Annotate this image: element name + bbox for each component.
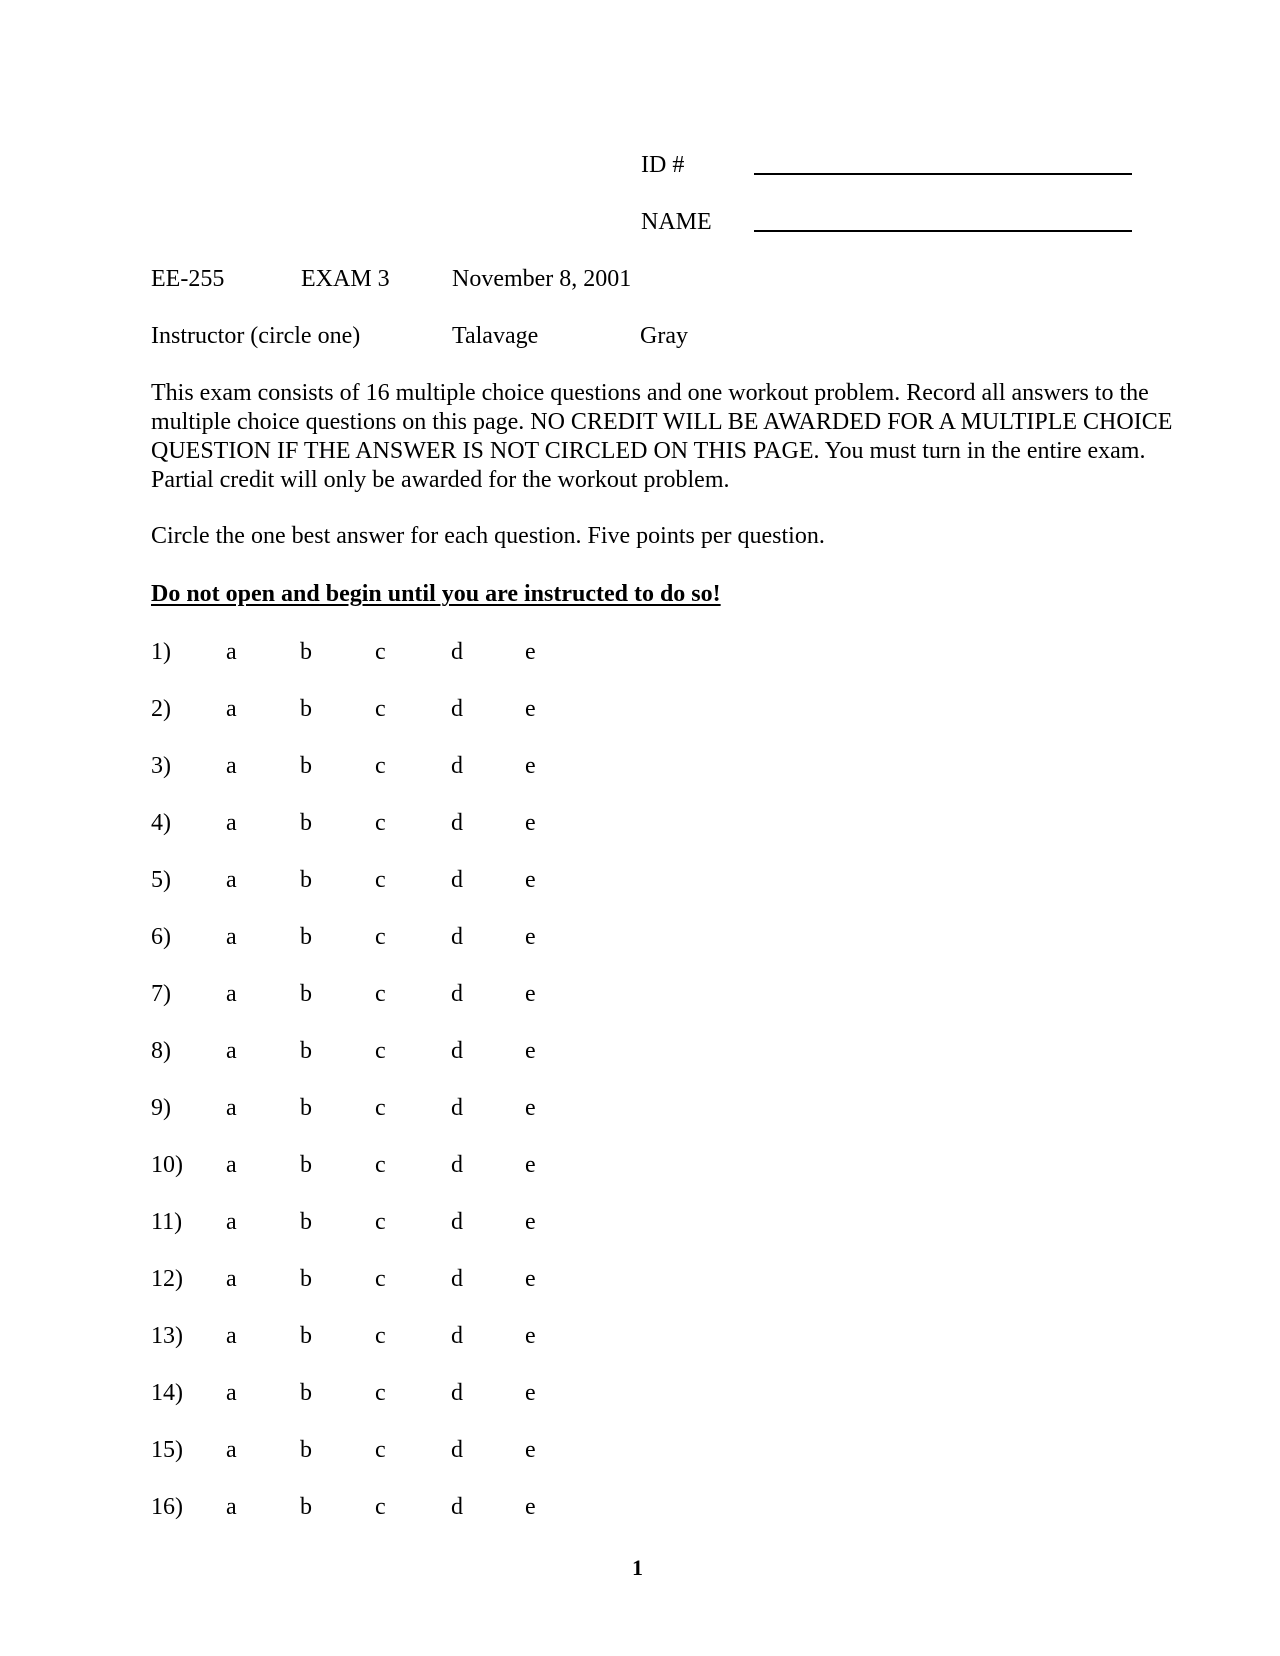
question-row bbox=[0, 1036, 1280, 1066]
choice-e[interactable]: e bbox=[525, 1494, 536, 1520]
question-row bbox=[0, 1093, 1280, 1123]
question-number: 6) bbox=[151, 924, 171, 950]
choice-a[interactable]: a bbox=[226, 753, 237, 779]
choice-c[interactable]: c bbox=[375, 1038, 386, 1064]
choice-c[interactable]: c bbox=[375, 696, 386, 722]
choice-e[interactable]: e bbox=[525, 1209, 536, 1235]
choice-b[interactable]: b bbox=[300, 1380, 312, 1406]
choice-e[interactable]: e bbox=[525, 1380, 536, 1406]
choice-c[interactable]: c bbox=[375, 1095, 386, 1121]
question-number: 16) bbox=[151, 1494, 183, 1520]
exam-date: November 8, 2001 bbox=[452, 266, 632, 292]
choice-d[interactable]: d bbox=[451, 867, 463, 893]
instructor-label: Instructor (circle one) bbox=[151, 323, 361, 349]
question-number: 12) bbox=[151, 1266, 183, 1292]
choice-d[interactable]: d bbox=[451, 1038, 463, 1064]
choice-b[interactable]: b bbox=[300, 924, 312, 950]
question-number: 2) bbox=[151, 696, 171, 722]
question-row bbox=[0, 1492, 1280, 1522]
question-row bbox=[0, 865, 1280, 895]
choice-b[interactable]: b bbox=[300, 753, 312, 779]
instructor-option-gray[interactable]: Gray bbox=[640, 323, 688, 349]
choice-d[interactable]: d bbox=[451, 639, 463, 665]
choice-e[interactable]: e bbox=[525, 1152, 536, 1178]
choice-c[interactable]: c bbox=[375, 1323, 386, 1349]
question-number: 13) bbox=[151, 1323, 183, 1349]
question-number: 7) bbox=[151, 981, 171, 1007]
id-label: ID # bbox=[641, 152, 685, 178]
question-row bbox=[0, 1378, 1280, 1408]
question-number: 8) bbox=[151, 1038, 171, 1064]
choice-b[interactable]: b bbox=[300, 696, 312, 722]
choice-a[interactable]: a bbox=[226, 1323, 237, 1349]
choice-e[interactable]: e bbox=[525, 1095, 536, 1121]
instructions-paragraph: This exam consists of 16 multiple choice questions and one workout problem. Record all answers to the multiple choice questions on this page. NO CREDIT WILL BE AWARDED FOR A MULTIPLE CHOICE QUESTION IF THE ANSWER IS NOT CIRCLED ON THIS PAGE. You must turn in the entire exam. Partial credit will only be awarded for the workout problem. bbox=[151, 380, 1173, 493]
question-number: 5) bbox=[151, 867, 171, 893]
choice-e[interactable]: e bbox=[525, 753, 536, 779]
choice-c[interactable]: c bbox=[375, 810, 386, 836]
choice-a[interactable]: a bbox=[226, 1038, 237, 1064]
question-number: 4) bbox=[151, 810, 171, 836]
choice-a[interactable]: a bbox=[226, 696, 237, 722]
page-number: 1 bbox=[632, 1555, 643, 1580]
choice-d[interactable]: d bbox=[451, 1266, 463, 1292]
choice-b[interactable]: b bbox=[300, 1095, 312, 1121]
choice-c[interactable]: c bbox=[375, 639, 386, 665]
choice-e[interactable]: e bbox=[525, 867, 536, 893]
choice-a[interactable]: a bbox=[226, 639, 237, 665]
choice-c[interactable]: c bbox=[375, 1209, 386, 1235]
choice-b[interactable]: b bbox=[300, 1152, 312, 1178]
choice-e[interactable]: e bbox=[525, 639, 536, 665]
choice-e[interactable]: e bbox=[525, 924, 536, 950]
choice-c[interactable]: c bbox=[375, 1494, 386, 1520]
choice-c[interactable]: c bbox=[375, 867, 386, 893]
choice-a[interactable]: a bbox=[226, 1095, 237, 1121]
question-row bbox=[0, 1435, 1280, 1465]
instructor-option-talavage[interactable]: Talavage bbox=[452, 323, 539, 349]
question-row bbox=[0, 1150, 1280, 1180]
question-number: 14) bbox=[151, 1380, 183, 1406]
choice-c[interactable]: c bbox=[375, 1152, 386, 1178]
choice-d[interactable]: d bbox=[451, 1209, 463, 1235]
choice-d[interactable]: d bbox=[451, 981, 463, 1007]
choice-e[interactable]: e bbox=[525, 696, 536, 722]
question-number: 1) bbox=[151, 639, 171, 665]
choice-b[interactable]: b bbox=[300, 981, 312, 1007]
question-row bbox=[0, 637, 1280, 667]
choice-b[interactable]: b bbox=[300, 1323, 312, 1349]
choice-e[interactable]: e bbox=[525, 810, 536, 836]
choice-d[interactable]: d bbox=[451, 1494, 463, 1520]
choice-a[interactable]: a bbox=[226, 1209, 237, 1235]
choice-d[interactable]: d bbox=[451, 810, 463, 836]
choice-c[interactable]: c bbox=[375, 753, 386, 779]
choice-a[interactable]: a bbox=[226, 1152, 237, 1178]
choice-b[interactable]: b bbox=[300, 1266, 312, 1292]
question-row bbox=[0, 1321, 1280, 1351]
choice-a[interactable]: a bbox=[226, 867, 237, 893]
choice-b[interactable]: b bbox=[300, 1494, 312, 1520]
choice-b[interactable]: b bbox=[300, 1209, 312, 1235]
choice-a[interactable]: a bbox=[226, 1266, 237, 1292]
choice-e[interactable]: e bbox=[525, 1437, 536, 1463]
choice-a[interactable]: a bbox=[226, 1494, 237, 1520]
question-number: 11) bbox=[151, 1209, 183, 1235]
choice-b[interactable]: b bbox=[300, 1437, 312, 1463]
id-field-line[interactable] bbox=[754, 173, 1132, 175]
exam-number: EXAM 3 bbox=[301, 266, 390, 292]
choice-d[interactable]: d bbox=[451, 753, 463, 779]
choice-e[interactable]: e bbox=[525, 981, 536, 1007]
choice-a[interactable]: a bbox=[226, 810, 237, 836]
choice-d[interactable]: d bbox=[451, 924, 463, 950]
question-number: 9) bbox=[151, 1095, 171, 1121]
choice-b[interactable]: b bbox=[300, 810, 312, 836]
choice-c[interactable]: c bbox=[375, 981, 386, 1007]
name-field-line[interactable] bbox=[754, 230, 1132, 232]
choice-d[interactable]: d bbox=[451, 1152, 463, 1178]
choice-d[interactable]: d bbox=[451, 1095, 463, 1121]
choice-c[interactable]: c bbox=[375, 1380, 386, 1406]
choice-c[interactable]: c bbox=[375, 924, 386, 950]
choice-e[interactable]: e bbox=[525, 1323, 536, 1349]
choice-d[interactable]: d bbox=[451, 1380, 463, 1406]
choice-d[interactable]: d bbox=[451, 1323, 463, 1349]
choice-b[interactable]: b bbox=[300, 639, 312, 665]
course-code: EE-255 bbox=[151, 266, 225, 292]
question-number: 3) bbox=[151, 753, 171, 779]
question-row bbox=[0, 1207, 1280, 1237]
choice-b[interactable]: b bbox=[300, 867, 312, 893]
choice-e[interactable]: e bbox=[525, 1266, 536, 1292]
choice-a[interactable]: a bbox=[226, 1437, 237, 1463]
choice-a[interactable]: a bbox=[226, 924, 237, 950]
name-label: NAME bbox=[641, 209, 712, 235]
question-number: 10) bbox=[151, 1152, 183, 1178]
question-row bbox=[0, 694, 1280, 724]
choice-e[interactable]: e bbox=[525, 1038, 536, 1064]
question-row bbox=[0, 922, 1280, 952]
question-row bbox=[0, 751, 1280, 781]
question-row bbox=[0, 808, 1280, 838]
question-row bbox=[0, 979, 1280, 1009]
choice-c[interactable]: c bbox=[375, 1266, 386, 1292]
choice-a[interactable]: a bbox=[226, 981, 237, 1007]
do-not-open-warning: Do not open and begin until you are instructed to do so! bbox=[151, 581, 721, 607]
circle-instruction: Circle the one best answer for each question. Five points per question. bbox=[151, 523, 825, 549]
choice-c[interactable]: c bbox=[375, 1437, 386, 1463]
choice-a[interactable]: a bbox=[226, 1380, 237, 1406]
choice-b[interactable]: b bbox=[300, 1038, 312, 1064]
question-number: 15) bbox=[151, 1437, 183, 1463]
question-row bbox=[0, 1264, 1280, 1294]
choice-d[interactable]: d bbox=[451, 1437, 463, 1463]
choice-d[interactable]: d bbox=[451, 696, 463, 722]
